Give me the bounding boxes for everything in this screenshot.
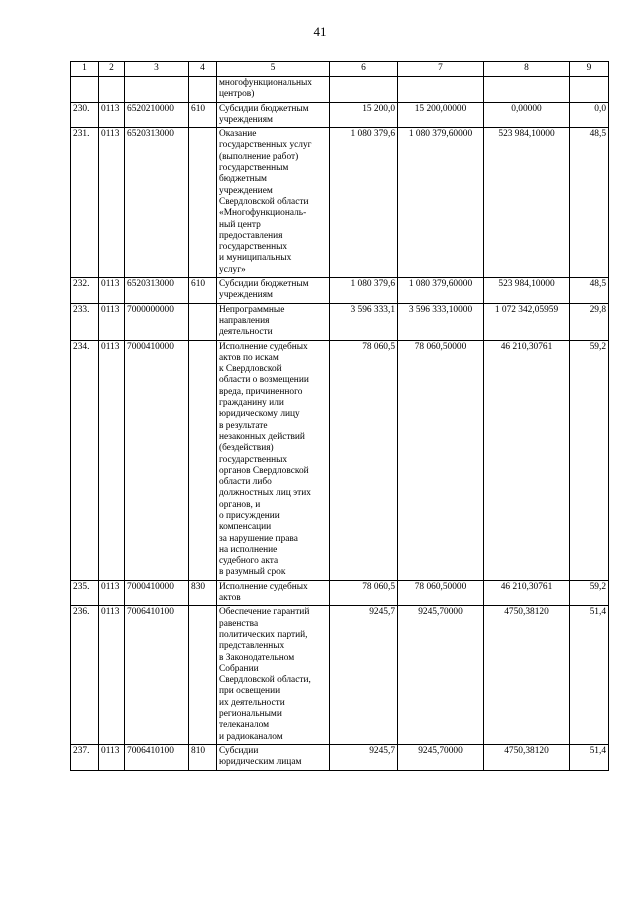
section-code-cell: 0113 [99,128,125,278]
percent-cell: 59,2 [570,580,609,606]
amount-cell: 9245,7 [330,744,398,770]
row-number-cell: 235. [71,580,99,606]
target-article-cell: 7006410100 [125,606,189,745]
target-article-cell: 7006410100 [125,744,189,770]
expense-type-cell [189,340,217,580]
amount-cell: 15 200,0 [330,102,398,128]
amount-cell: 3 596 333,1 [330,303,398,340]
column-header: 9 [570,62,609,77]
target-article-cell: 7000410000 [125,340,189,580]
amount-cell: 9245,70000 [398,606,484,745]
executed-amount-cell: 4750,38120 [484,606,570,745]
item-name-cell: Субсидии юридическим лицам [217,744,330,770]
expense-type-cell: 830 [189,580,217,606]
amount-cell: 78 060,5 [330,340,398,580]
table-row [71,340,609,580]
item-name-cell: Исполнение судебных актов по искам к Свердловской области о возмещении вреда, причиненного гражданину или юридическому лицу в результате незаконных действий (бездействия) государственных органов Свердловской области либо должностных лиц этих органов, и о присуждении компенсации за нарушение права на исполнение судебного акта в разумный срок [217,340,330,580]
item-name-cell: Субсидии бюджетным учреждениям [217,278,330,304]
table-row [71,303,609,340]
executed-amount-cell: 4750,38120 [484,744,570,770]
amount-cell: 9245,70000 [398,744,484,770]
column-header: 4 [189,62,217,77]
target-article-cell: 6520313000 [125,128,189,278]
percent-cell: 59,2 [570,340,609,580]
item-name-cell: Непрограммные направления деятельности [217,303,330,340]
amount-cell: 1 080 379,60000 [398,278,484,304]
expense-type-cell [189,77,217,103]
target-article-cell [125,77,189,103]
amount-cell: 15 200,00000 [398,102,484,128]
column-header: 7 [398,62,484,77]
expense-type-cell: 610 [189,278,217,304]
amount-cell: 1 080 379,6 [330,278,398,304]
budget-table [70,61,609,771]
table-row [71,77,609,103]
expense-type-cell [189,606,217,745]
table-row [71,606,609,745]
target-article-cell: 7000000000 [125,303,189,340]
amount-cell [330,77,398,103]
page-number: 41 [313,24,327,39]
column-header: 5 [217,62,330,77]
row-number-cell: 232. [71,278,99,304]
executed-amount-cell: 523 984,10000 [484,128,570,278]
percent-cell: 29,8 [570,303,609,340]
table-row [71,128,609,278]
executed-amount-cell [484,77,570,103]
row-number-cell [71,77,99,103]
executed-amount-cell: 0,00000 [484,102,570,128]
amount-cell [398,77,484,103]
row-number-cell: 236. [71,606,99,745]
target-article-cell: 6520313000 [125,278,189,304]
section-code-cell [99,77,125,103]
executed-amount-cell: 46 210,30761 [484,580,570,606]
percent-cell: 48,5 [570,128,609,278]
section-code-cell: 0113 [99,580,125,606]
expense-type-cell [189,128,217,278]
row-number-cell: 234. [71,340,99,580]
table-row [71,102,609,128]
percent-cell: 51,4 [570,744,609,770]
percent-cell [570,77,609,103]
amount-cell: 1 080 379,6 [330,128,398,278]
percent-cell: 48,5 [570,278,609,304]
expense-type-cell: 810 [189,744,217,770]
section-code-cell: 0113 [99,303,125,340]
table-row [71,744,609,770]
amount-cell: 78 060,5 [330,580,398,606]
column-header: 8 [484,62,570,77]
row-number-cell: 231. [71,128,99,278]
row-number-cell: 233. [71,303,99,340]
row-number-cell: 237. [71,744,99,770]
expense-type-cell: 610 [189,102,217,128]
item-name-cell: многофункциональных центров) [217,77,330,103]
target-article-cell: 7000410000 [125,580,189,606]
section-code-cell: 0113 [99,340,125,580]
section-code-cell: 0113 [99,278,125,304]
column-header: 3 [125,62,189,77]
section-code-cell: 0113 [99,606,125,745]
executed-amount-cell: 1 072 342,05959 [484,303,570,340]
item-name-cell: Субсидии бюджетным учреждениям [217,102,330,128]
column-header: 6 [330,62,398,77]
item-name-cell: Оказание государственных услуг (выполнение работ) государственным бюджетным учреждением Свердловской области «Многофункциональ- ный центр предоставления государственных и муниципальных услуг» [217,128,330,278]
percent-cell: 51,4 [570,606,609,745]
expense-type-cell [189,303,217,340]
table-row [71,278,609,304]
target-article-cell: 6520210000 [125,102,189,128]
amount-cell: 78 060,50000 [398,340,484,580]
amount-cell: 3 596 333,10000 [398,303,484,340]
executed-amount-cell: 46 210,30761 [484,340,570,580]
section-code-cell: 0113 [99,744,125,770]
column-header: 1 [71,62,99,77]
executed-amount-cell: 523 984,10000 [484,278,570,304]
percent-cell: 0,0 [570,102,609,128]
item-name-cell: Исполнение судебных актов [217,580,330,606]
header-row [71,62,609,77]
row-number-cell: 230. [71,102,99,128]
amount-cell: 1 080 379,60000 [398,128,484,278]
column-header: 2 [99,62,125,77]
section-code-cell: 0113 [99,102,125,128]
table-row [71,580,609,606]
item-name-cell: Обеспечение гарантий равенства политических партий, представленных в Законодательном Собрании Свердловской области, при освещении их деятельности региональными телеканалом и радиоканалом [217,606,330,745]
amount-cell: 9245,7 [330,606,398,745]
amount-cell: 78 060,50000 [398,580,484,606]
